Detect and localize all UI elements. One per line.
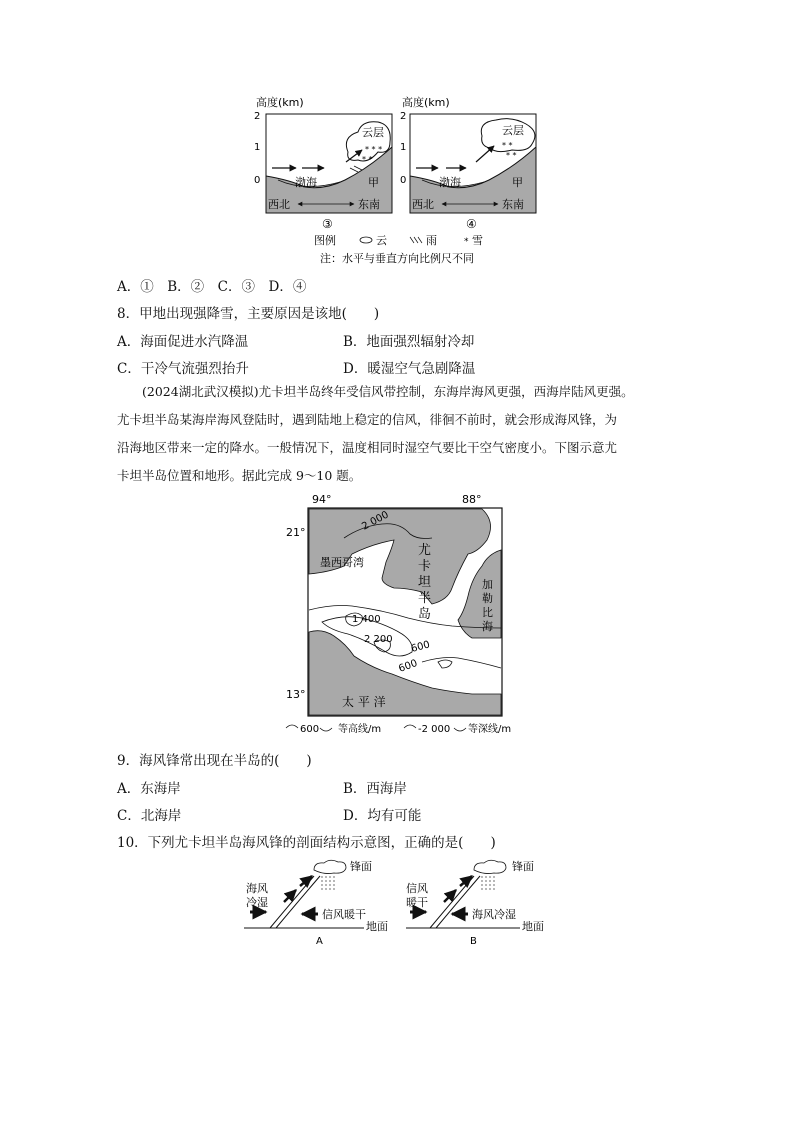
map-legend-depth-value: -2 000: [418, 724, 451, 735]
map-legend-contour-label: 等高线/m: [338, 724, 382, 735]
legend-snow: 雪: [472, 234, 483, 247]
passage-line-4: 卡坦半岛位置和地形。据此完成 9～10 题。: [117, 468, 362, 483]
figure1-legend: [314, 233, 483, 247]
panel4-ylabel: 高度(km): [402, 96, 450, 109]
svg-text:* *: * *: [502, 141, 513, 150]
q7-options: A．① B．② C．③ D．④: [117, 279, 307, 295]
svg-text:坦: 坦: [418, 575, 432, 590]
q9-option-b: B．西海岸: [343, 781, 407, 797]
svg-text:* * *: * * *: [365, 145, 383, 154]
q8-stem: 8．甲地出现强降雪，主要原因是该地( ): [117, 306, 380, 322]
panel4-cloud-label: 云层: [502, 124, 524, 137]
profile-a-label: A: [316, 936, 323, 947]
map-yucatan-label: [418, 542, 431, 622]
svg-text:*: *: [464, 237, 469, 247]
map-elev-1400: 1 400: [352, 614, 381, 625]
map-elev-600-a: 600: [409, 639, 432, 655]
map-lat-13: 13°: [286, 688, 306, 701]
profile-b: [406, 859, 544, 947]
panel-3: [254, 95, 392, 231]
panel-4-label: ④: [466, 217, 477, 231]
q9-option-c: C．北海岸: [117, 808, 182, 824]
panel3-ylabel: 高度(km): [256, 96, 304, 109]
passage-line-3: 沿海地区带来一定的降水。一般情况下，温度相同时湿空气要比干空气密度小。下图示意尤: [117, 440, 618, 455]
profile-a-right-label: 信风暖干: [322, 908, 366, 921]
panel4-tick-2: 2: [400, 111, 407, 122]
svg-text:比: 比: [482, 606, 493, 619]
svg-text:卡: 卡: [418, 559, 432, 574]
svg-text:* *: * *: [362, 155, 373, 164]
panel4-right-dir: 东南: [502, 198, 524, 211]
svg-text:* *: * *: [506, 151, 517, 160]
yucatan-map: [282, 492, 522, 742]
legend-cloud: 云: [376, 234, 387, 247]
profile-a: [244, 859, 388, 947]
panel3-tick-1: 1: [254, 142, 261, 153]
profile-a-front-label: 锋面: [350, 860, 372, 873]
svg-text:勒: 勒: [482, 592, 493, 605]
panel3-left-dir: 西北: [268, 198, 290, 211]
panel3-tick-2: 2: [254, 111, 261, 122]
map-depth-2000: 2 000: [360, 509, 391, 533]
svg-text:加: 加: [482, 578, 493, 591]
map-lon-88: 88°: [462, 493, 482, 506]
passage-line-1: (2024湖北武汉模拟)尤卡坦半岛终年受信风带控制，东海岸海风更强，西海岸陆风更强。: [142, 384, 634, 399]
panel3-sea-label: 渤海: [295, 176, 317, 189]
panel4-tick-1: 1: [400, 142, 407, 153]
legend-title: 图例: [314, 234, 336, 247]
profile-a-left-label-2: 冷湿: [246, 896, 268, 909]
passage-line-2: 尤卡坦半岛某海岸海风登陆时，遇到陆地上稳定的信风，徘徊不前时，就会形成海风锋，为: [117, 412, 618, 427]
svg-text:半: 半: [418, 591, 432, 606]
figure-sea-effect-snow: [250, 92, 550, 267]
profile-b-label: B: [470, 936, 477, 947]
map-lon-94: 94°: [312, 493, 332, 506]
q8-option-b: B．地面强烈辐射冷却: [343, 334, 475, 350]
svg-text:岛: 岛: [418, 607, 432, 622]
legend-rain: 雨: [426, 234, 437, 247]
profile-b-left-label-2: 暖干: [406, 896, 428, 909]
svg-text:海: 海: [482, 620, 493, 633]
q10-stem: 10．下列尤卡坦半岛海风锋的剖面结构示意图，正确的是( ): [117, 835, 496, 851]
map-elev-600-b: 600: [397, 657, 419, 675]
map-lat-21: 21°: [286, 526, 306, 539]
panel4-tick-0: 0: [400, 175, 407, 186]
figure1-note: 注：水平与垂直方向比例尺不同: [320, 252, 474, 265]
panel-4: [400, 95, 536, 231]
map-pacific-ocean: 太 平 洋: [342, 695, 386, 709]
panel3-tick-0: 0: [254, 175, 261, 186]
panel4-sea-label: 渤海: [439, 176, 461, 189]
q9-option-a: A．东海岸: [117, 781, 181, 797]
figure-front-profiles: [240, 856, 560, 948]
panel4-left-dir: 西北: [412, 198, 434, 211]
profile-b-front-label: 锋面: [512, 860, 534, 873]
q9-stem: 9．海风锋常出现在半岛的( ): [117, 753, 312, 769]
q8-option-d: D．暖湿空气急剧降温: [343, 361, 476, 377]
profile-b-left-label-1: 信风: [406, 882, 428, 895]
map-legend-contour-value: 600: [300, 724, 320, 735]
panel3-cloud-label: 云层: [362, 126, 384, 139]
map-gulf-of-mexico: 墨西哥湾: [320, 556, 364, 569]
q9-option-d: D．均有可能: [343, 808, 422, 824]
q8-option-a: A．海面促进水汽降温: [117, 334, 249, 350]
panel4-place-label: 甲: [512, 176, 523, 189]
profile-b-right-label: 海风冷湿: [472, 908, 516, 921]
panel-3-label: ③: [322, 217, 333, 231]
profile-a-left-label-1: 海风: [246, 882, 268, 895]
profile-a-ground-label: 地面: [366, 920, 388, 933]
svg-text:尤: 尤: [418, 543, 432, 558]
map-elev-2200: 2 200: [364, 634, 393, 645]
panel3-right-dir: 东南: [358, 198, 380, 211]
panel3-place-label: 甲: [368, 176, 379, 189]
map-legend-depth-label: 等深线/m: [468, 724, 512, 735]
profile-b-ground-label: 地面: [522, 920, 544, 933]
q8-option-c: C．干冷气流强烈抬升: [117, 361, 249, 377]
